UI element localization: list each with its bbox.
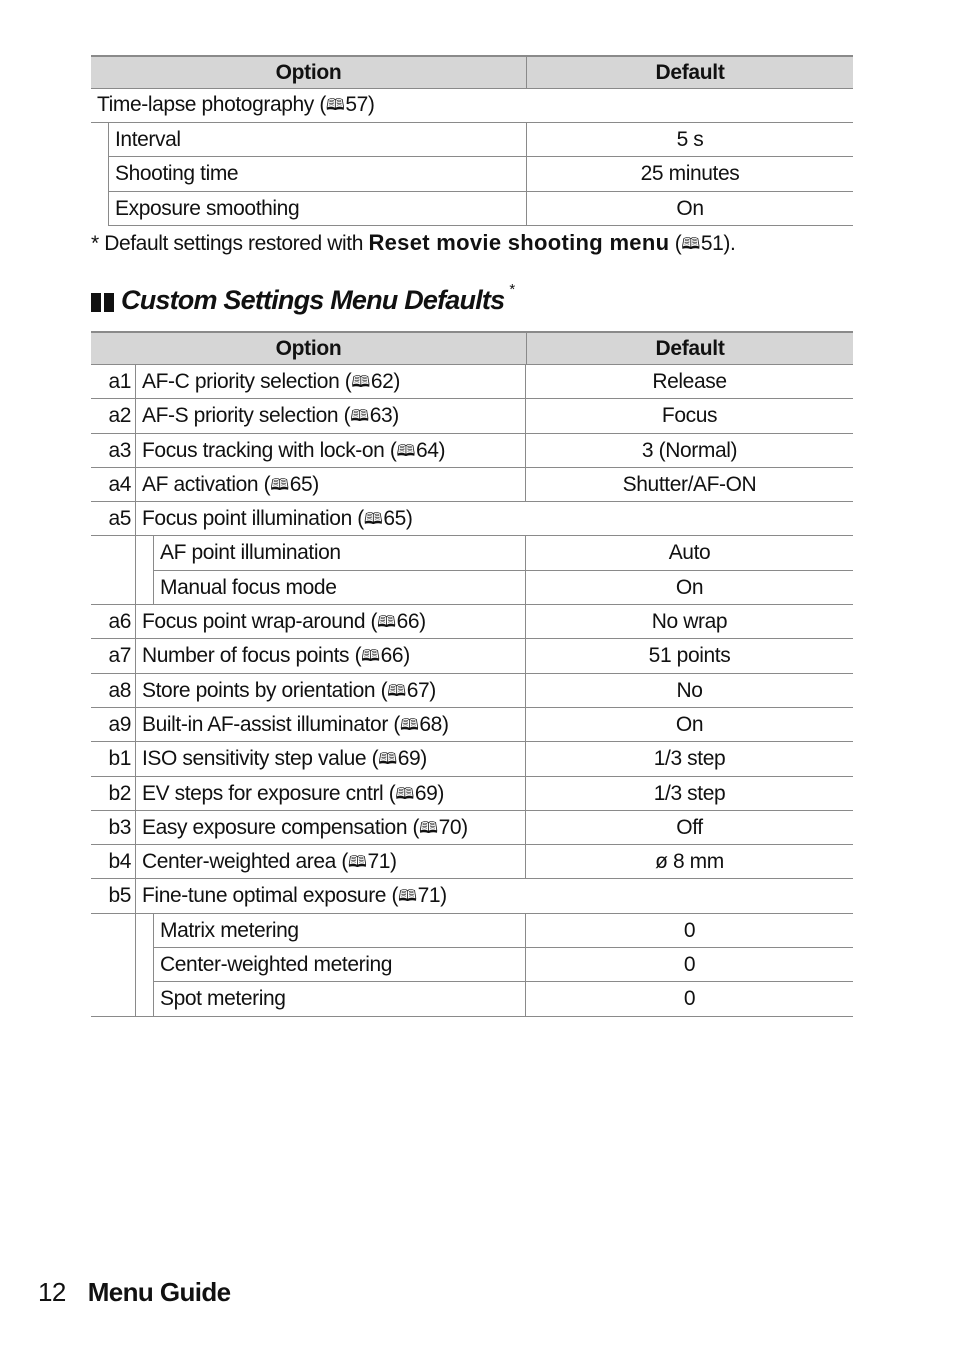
row-option: AF point illumination <box>154 536 526 569</box>
row-option: Focus point wrap-around (🕮66) <box>136 605 526 638</box>
table-header <box>91 331 853 365</box>
book-icon: 🕮 <box>419 819 438 837</box>
footnote-menu-name: Reset movie shooting menu <box>368 230 670 255</box>
footnote <box>91 230 735 260</box>
header-option: Option <box>275 61 342 84</box>
row-code: a8 <box>91 674 136 707</box>
row-default: Shutter/AF-ON <box>622 472 757 496</box>
table-row <box>91 605 853 639</box>
row-default: On <box>676 196 704 220</box>
book-icon: 🕮 <box>361 648 380 666</box>
book-icon: 🕮 <box>363 511 383 529</box>
row-option: Focus point illumination (🕮65) <box>142 507 413 531</box>
table-subrow <box>91 536 853 570</box>
row-option: Shooting time <box>109 157 527 190</box>
row-default: 0 <box>683 953 696 977</box>
group-time-lapse <box>91 89 853 123</box>
row-code: b1 <box>91 742 136 775</box>
table-row <box>91 468 853 502</box>
row-option: Focus tracking with lock-on (🕮64) <box>136 434 526 467</box>
row-option: Matrix metering <box>154 914 526 947</box>
book-icon: 🕮 <box>325 97 345 114</box>
row-code: a7 <box>91 639 136 672</box>
row-option: Center-weighted area (🕮71) <box>136 845 526 878</box>
page-footer <box>38 1277 231 1308</box>
row-code <box>91 571 136 604</box>
row-default: No <box>676 678 703 702</box>
table-row <box>108 192 853 226</box>
row-default: 1/3 step <box>653 781 726 805</box>
book-icon: 🕮 <box>396 442 415 460</box>
book-icon: 🕮 <box>351 374 370 391</box>
table-row <box>91 399 853 433</box>
table-row <box>91 777 853 811</box>
book-icon: 🕮 <box>399 716 419 734</box>
row-option: Spot metering <box>154 982 526 1015</box>
table-row <box>91 639 853 673</box>
row-default: 51 points <box>648 644 731 668</box>
page-number: 12 <box>38 1277 66 1307</box>
table-subrow <box>91 571 853 605</box>
table-subrow <box>91 948 853 982</box>
row-option: Center-weighted metering <box>154 948 526 981</box>
row-default: ø 8 mm <box>655 850 724 874</box>
footnote-text: * Default settings restored with <box>91 232 369 255</box>
table-row <box>91 708 853 742</box>
row-default: Off <box>676 815 703 839</box>
page-ref: 57) <box>345 93 375 116</box>
row-option: Manual focus mode <box>154 571 526 604</box>
row-option: Built-in AF-assist illuminator (🕮68) <box>136 708 526 741</box>
book-icon: 🕮 <box>387 682 406 700</box>
book-icon: 🕮 <box>350 408 369 426</box>
footer-section-title: Menu Guide <box>87 1277 231 1307</box>
table-row <box>91 674 853 708</box>
table-row <box>108 123 853 157</box>
row-code: a6 <box>91 605 136 638</box>
row-option: AF-C priority selection (🕮62) <box>136 365 526 398</box>
table-row <box>91 845 853 879</box>
table-row <box>91 365 853 399</box>
table-subrow <box>91 982 853 1016</box>
movie-defaults-table <box>91 55 853 226</box>
book-icon: 🕮 <box>681 236 700 253</box>
row-option: ISO sensitivity step value (🕮69) <box>136 742 526 775</box>
row-default: On <box>675 712 704 736</box>
row-default: 5 s <box>676 128 704 151</box>
row-default: 3 (Normal) <box>641 438 738 462</box>
row-code: b5 <box>91 879 136 912</box>
row-code: a3 <box>91 434 136 467</box>
row-option: Exposure smoothing <box>109 192 527 225</box>
header-default: Default <box>655 61 725 84</box>
row-option: Interval <box>109 123 527 156</box>
row-code: a1 <box>91 365 136 398</box>
row-default: 0 <box>683 918 696 942</box>
row-code: b3 <box>91 811 136 844</box>
header-option: Option <box>275 337 342 360</box>
table-row <box>108 157 853 191</box>
row-code: a2 <box>91 399 136 432</box>
table-row <box>91 434 853 468</box>
table-header <box>91 55 853 89</box>
footnote-page-ref: 51). <box>700 232 736 255</box>
row-option: AF-S priority selection (🕮63) <box>136 399 526 432</box>
row-code <box>91 914 136 948</box>
row-code: a9 <box>91 708 136 741</box>
table-subrow <box>91 914 853 948</box>
section-heading <box>91 281 515 316</box>
row-default: 1/3 step <box>653 747 726 771</box>
group-label: Time-lapse photography ( <box>97 93 326 116</box>
section-title: Custom Settings Menu Defaults <box>121 285 505 315</box>
row-code <box>91 948 136 982</box>
row-code: b2 <box>91 777 136 810</box>
row-default: Focus <box>661 404 718 428</box>
row-code <box>91 536 136 570</box>
row-code: a4 <box>91 468 136 501</box>
row-default: No wrap <box>651 610 728 634</box>
row-option: Number of focus points (🕮66) <box>136 639 526 672</box>
book-icon: 🕮 <box>377 614 396 632</box>
row-default: Release <box>652 370 727 393</box>
table-row <box>91 502 853 536</box>
book-icon: 🕮 <box>270 476 289 494</box>
row-option: Easy exposure compensation (🕮70) <box>136 811 526 844</box>
custom-settings-table <box>91 331 853 1017</box>
section-footnote-mark: * <box>509 281 515 298</box>
table-row <box>91 811 853 845</box>
book-icon: 🕮 <box>347 854 367 872</box>
header-default: Default <box>655 337 725 360</box>
row-code <box>91 982 136 1015</box>
row-code: b4 <box>91 845 136 878</box>
row-option: EV steps for exposure cntrl (🕮69) <box>136 777 526 810</box>
book-icon: 🕮 <box>395 785 414 803</box>
book-icon: 🕮 <box>378 751 397 769</box>
row-code: a5 <box>91 502 136 535</box>
footnote-paren: ( <box>669 232 682 255</box>
row-default: Auto <box>668 541 711 565</box>
row-default: 0 <box>683 987 696 1011</box>
row-option: Fine-tune optimal exposure (🕮71) <box>142 884 447 908</box>
row-default: On <box>675 575 704 599</box>
row-option: Store points by orientation (🕮67) <box>136 674 526 707</box>
book-icon: 🕮 <box>398 888 417 906</box>
table-row <box>91 879 853 913</box>
row-option: AF activation (🕮65) <box>136 468 526 501</box>
table-row <box>91 742 853 776</box>
row-default: 25 minutes <box>640 162 740 186</box>
section-marker-icon <box>91 293 114 312</box>
